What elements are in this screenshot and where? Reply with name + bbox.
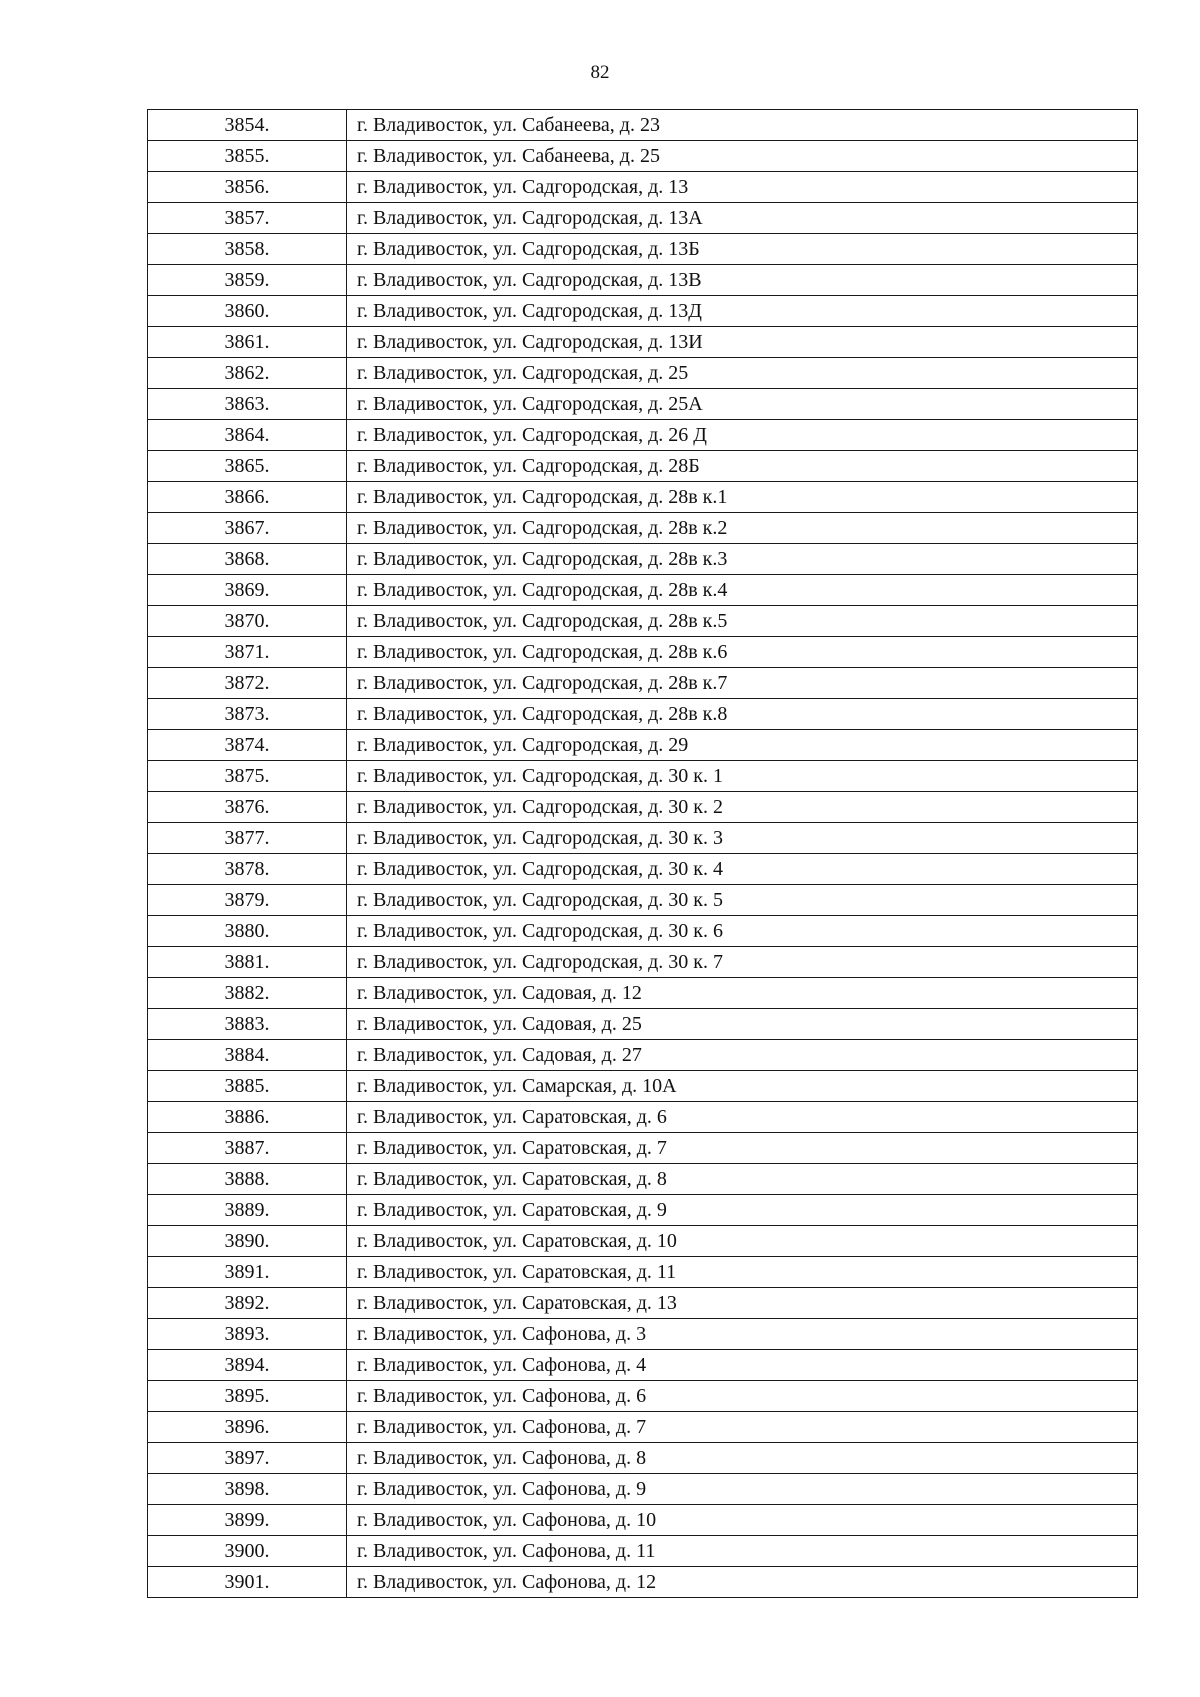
address-cell: г. Владивосток, ул. Садгородская, д. 13А [347,203,1138,234]
row-number-cell: 3883. [148,1009,347,1040]
table-row [148,606,1138,637]
table-row [148,482,1138,513]
table-row [148,110,1138,141]
address-cell: г. Владивосток, ул. Сафонова, д. 12 [347,1567,1138,1598]
row-number-cell: 3867. [148,513,347,544]
row-number-cell: 3864. [148,420,347,451]
address-cell: г. Владивосток, ул. Садгородская, д. 28в к.8 [347,699,1138,730]
address-cell: г. Владивосток, ул. Садгородская, д. 25 [347,358,1138,389]
row-number-cell: 3895. [148,1381,347,1412]
table-row [148,823,1138,854]
row-number-cell: 3876. [148,792,347,823]
table-row [148,1257,1138,1288]
row-number-cell: 3862. [148,358,347,389]
address-cell: г. Владивосток, ул. Сафонова, д. 10 [347,1505,1138,1536]
address-cell: г. Владивосток, ул. Садгородская, д. 28в к.2 [347,513,1138,544]
row-number-cell: 3899. [148,1505,347,1536]
address-cell: г. Владивосток, ул. Садгородская, д. 25А [347,389,1138,420]
address-cell: г. Владивосток, ул. Садгородская, д. 28в к.5 [347,606,1138,637]
address-cell: г. Владивосток, ул. Садгородская, д. 28в к.3 [347,544,1138,575]
table-row [148,1040,1138,1071]
row-number-cell: 3888. [148,1164,347,1195]
table-row [148,1567,1138,1598]
address-cell: г. Владивосток, ул. Садгородская, д. 28Б [347,451,1138,482]
row-number-cell: 3891. [148,1257,347,1288]
table-row [148,172,1138,203]
table-row [148,1226,1138,1257]
address-cell: г. Владивосток, ул. Садгородская, д. 13Д [347,296,1138,327]
table-row [148,234,1138,265]
table-row [148,1009,1138,1040]
page-number: 82 [590,62,610,83]
row-number-cell: 3857. [148,203,347,234]
row-number-cell: 3893. [148,1319,347,1350]
address-cell: г. Владивосток, ул. Садгородская, д. 13 [347,172,1138,203]
table-row [148,854,1138,885]
address-cell: г. Владивосток, ул. Садгородская, д. 13И [347,327,1138,358]
address-cell: г. Владивосток, ул. Садгородская, д. 26 Д [347,420,1138,451]
address-cell: г. Владивосток, ул. Саратовская, д. 6 [347,1102,1138,1133]
address-cell: г. Владивосток, ул. Саратовская, д. 9 [347,1195,1138,1226]
address-cell: г. Владивосток, ул. Саратовская, д. 8 [347,1164,1138,1195]
row-number-cell: 3855. [148,141,347,172]
table-row [148,1288,1138,1319]
table-row [148,761,1138,792]
address-cell: г. Владивосток, ул. Садгородская, д. 28в к.1 [347,482,1138,513]
table-row [148,544,1138,575]
address-cell: г. Владивосток, ул. Садгородская, д. 28в к.4 [347,575,1138,606]
table-row [148,265,1138,296]
row-number-cell: 3887. [148,1133,347,1164]
table-row [148,637,1138,668]
table-row [148,978,1138,1009]
table-row [148,1474,1138,1505]
table-row [148,1133,1138,1164]
row-number-cell: 3870. [148,606,347,637]
row-number-cell: 3900. [148,1536,347,1567]
address-cell: г. Владивосток, ул. Сабанеева, д. 23 [347,110,1138,141]
address-cell: г. Владивосток, ул. Садгородская, д. 28в к.6 [347,637,1138,668]
table-row [148,389,1138,420]
address-cell: г. Владивосток, ул. Саратовская, д. 13 [347,1288,1138,1319]
table-row [148,1319,1138,1350]
row-number-cell: 3877. [148,823,347,854]
address-cell: г. Владивосток, ул. Сафонова, д. 6 [347,1381,1138,1412]
table-row [148,327,1138,358]
table-row [148,575,1138,606]
row-number-cell: 3882. [148,978,347,1009]
address-cell: г. Владивосток, ул. Садгородская, д. 30 к. 5 [347,885,1138,916]
address-cell: г. Владивосток, ул. Сафонова, д. 3 [347,1319,1138,1350]
row-number-cell: 3865. [148,451,347,482]
address-cell: г. Владивосток, ул. Сабанеева, д. 25 [347,141,1138,172]
row-number-cell: 3886. [148,1102,347,1133]
address-cell: г. Владивосток, ул. Садгородская, д. 28в к.7 [347,668,1138,699]
table-row [148,1505,1138,1536]
row-number-cell: 3866. [148,482,347,513]
row-number-cell: 3868. [148,544,347,575]
row-number-cell: 3861. [148,327,347,358]
table-row [148,699,1138,730]
table-row [148,420,1138,451]
row-number-cell: 3875. [148,761,347,792]
address-cell: г. Владивосток, ул. Садгородская, д. 30 к. 2 [347,792,1138,823]
row-number-cell: 3879. [148,885,347,916]
address-cell: г. Владивосток, ул. Садгородская, д. 29 [347,730,1138,761]
row-number-cell: 3863. [148,389,347,420]
table-row [148,1195,1138,1226]
row-number-cell: 3871. [148,637,347,668]
row-number-cell: 3890. [148,1226,347,1257]
table-row [148,451,1138,482]
address-cell: г. Владивосток, ул. Самарская, д. 10А [347,1071,1138,1102]
table-row [148,916,1138,947]
row-number-cell: 3897. [148,1443,347,1474]
address-cell: г. Владивосток, ул. Сафонова, д. 7 [347,1412,1138,1443]
table-row [148,1412,1138,1443]
table-row [148,141,1138,172]
row-number-cell: 3892. [148,1288,347,1319]
address-cell: г. Владивосток, ул. Садовая, д. 12 [347,978,1138,1009]
address-cell: г. Владивосток, ул. Сафонова, д. 8 [347,1443,1138,1474]
row-number-cell: 3884. [148,1040,347,1071]
row-number-cell: 3854. [148,110,347,141]
row-number-cell: 3859. [148,265,347,296]
table-row [148,1536,1138,1567]
table-row [148,1071,1138,1102]
table-row [148,513,1138,544]
row-number-cell: 3880. [148,916,347,947]
table-row [148,203,1138,234]
table-row [148,1102,1138,1133]
row-number-cell: 3860. [148,296,347,327]
table-row [148,1164,1138,1195]
row-number-cell: 3901. [148,1567,347,1598]
table-row [148,947,1138,978]
address-cell: г. Владивосток, ул. Садгородская, д. 13В [347,265,1138,296]
address-cell: г. Владивосток, ул. Садгородская, д. 30 к. 4 [347,854,1138,885]
row-number-cell: 3869. [148,575,347,606]
row-number-cell: 3874. [148,730,347,761]
row-number-cell: 3856. [148,172,347,203]
row-number-cell: 3881. [148,947,347,978]
row-number-cell: 3873. [148,699,347,730]
address-cell: г. Владивосток, ул. Садовая, д. 25 [347,1009,1138,1040]
address-cell: г. Владивосток, ул. Садгородская, д. 30 к. 3 [347,823,1138,854]
row-number-cell: 3885. [148,1071,347,1102]
table-row [148,1350,1138,1381]
table-row [148,1443,1138,1474]
address-table [147,109,1138,1598]
table-row [148,668,1138,699]
address-cell: г. Владивосток, ул. Саратовская, д. 7 [347,1133,1138,1164]
row-number-cell: 3872. [148,668,347,699]
address-cell: г. Владивосток, ул. Сафонова, д. 9 [347,1474,1138,1505]
address-cell: г. Владивосток, ул. Садгородская, д. 30 к. 1 [347,761,1138,792]
address-cell: г. Владивосток, ул. Саратовская, д. 10 [347,1226,1138,1257]
address-cell: г. Владивосток, ул. Садовая, д. 27 [347,1040,1138,1071]
table-row [148,792,1138,823]
table-row [148,730,1138,761]
row-number-cell: 3889. [148,1195,347,1226]
address-cell: г. Владивосток, ул. Саратовская, д. 11 [347,1257,1138,1288]
row-number-cell: 3878. [148,854,347,885]
table-row [148,296,1138,327]
address-cell: г. Владивосток, ул. Садгородская, д. 13Б [347,234,1138,265]
table-row [148,885,1138,916]
table-row [148,358,1138,389]
address-cell: г. Владивосток, ул. Сафонова, д. 4 [347,1350,1138,1381]
table-row [148,1381,1138,1412]
row-number-cell: 3858. [148,234,347,265]
address-cell: г. Владивосток, ул. Садгородская, д. 30 к. 7 [347,947,1138,978]
row-number-cell: 3898. [148,1474,347,1505]
address-cell: г. Владивосток, ул. Садгородская, д. 30 к. 6 [347,916,1138,947]
row-number-cell: 3894. [148,1350,347,1381]
row-number-cell: 3896. [148,1412,347,1443]
address-table-body [148,110,1138,1598]
address-cell: г. Владивосток, ул. Сафонова, д. 11 [347,1536,1138,1567]
